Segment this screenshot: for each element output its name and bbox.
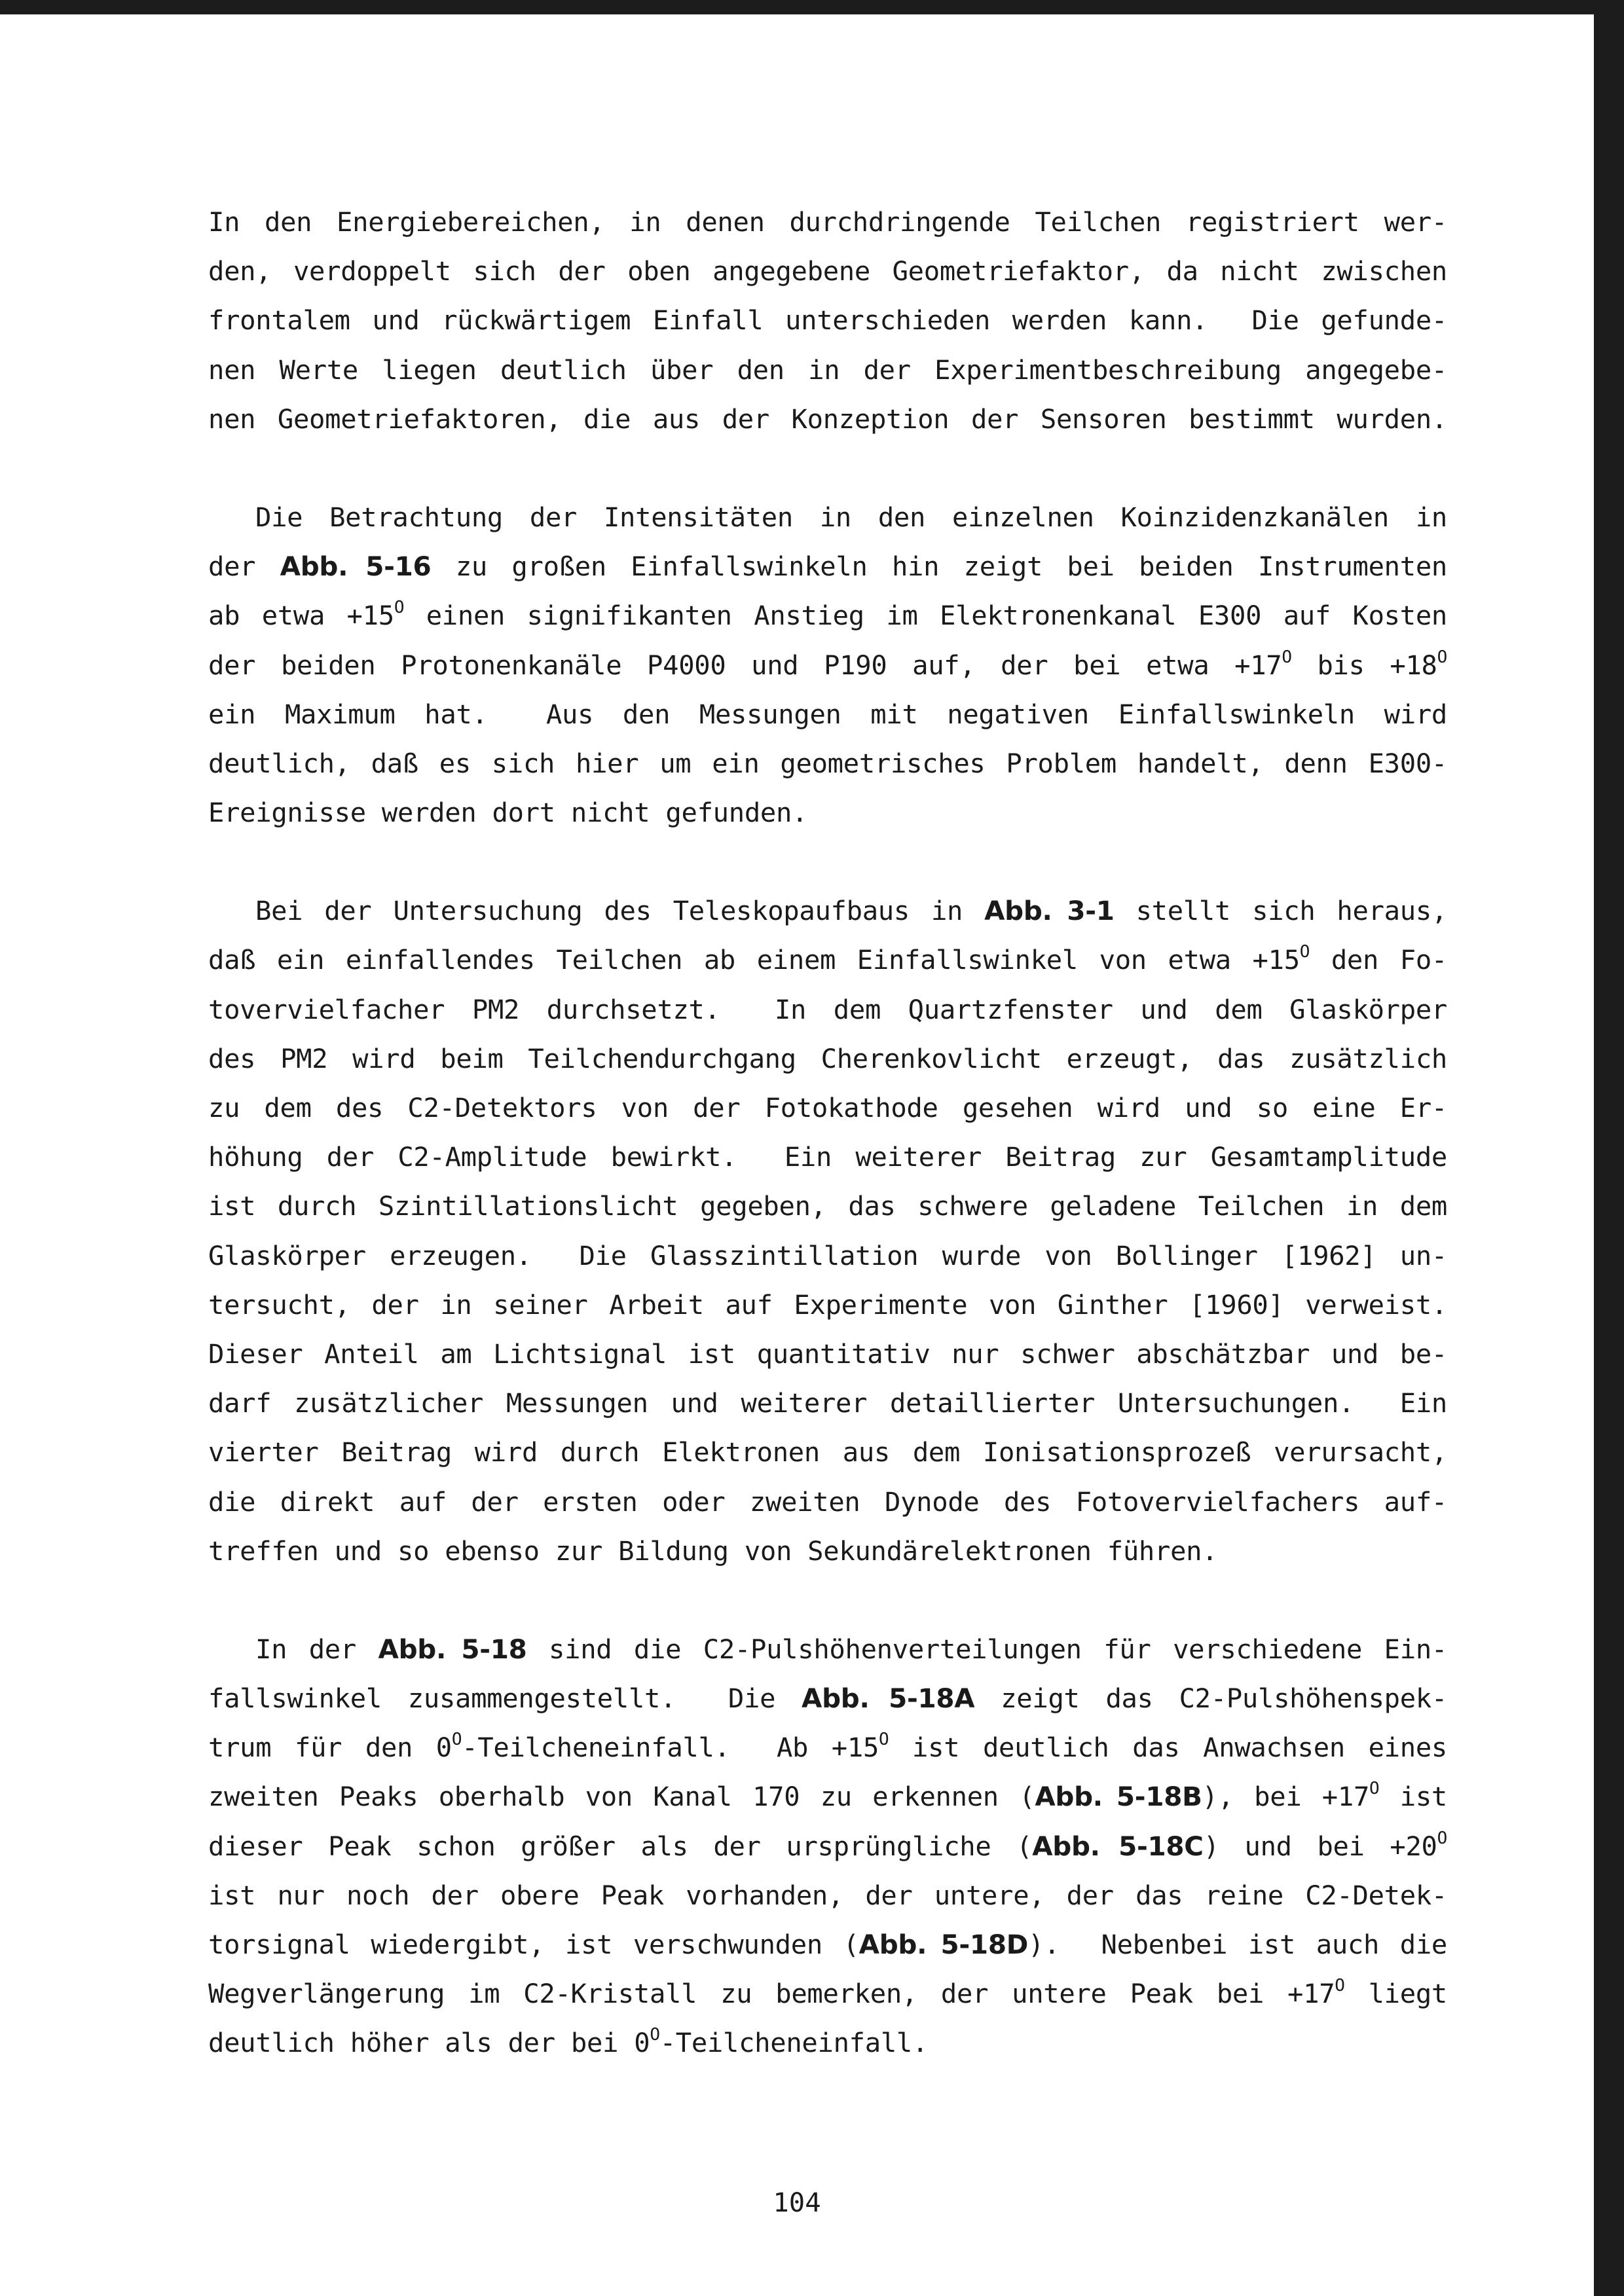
text-line: deutlich höher als der bei $0^O$-Teilcheneinfall. (208, 2025, 929, 2059)
text-line: tersucht, der in seiner Arbeit auf Experimente von Ginther [1960] verweist. (208, 1288, 1447, 1321)
paragraph-telescope-setup (208, 886, 1447, 1576)
text-line: Ereignisse werden dort nicht gefunden. (208, 797, 808, 829)
text-line: ist durch Szintillationslicht gegeben, das schwere geladene Teilchen in dem (208, 1190, 1447, 1222)
text-line: der beiden Protonenkanäle P4000 und P190 auf, der bei etwa $+17^O$ bis $+18^O$ (208, 647, 1448, 681)
text-line: die direkt auf der ersten oder zweiten Dynode des Fotovervielfachers auf- (208, 1485, 1447, 1518)
figure-reference: Abb. 3-1 (984, 895, 1115, 927)
degree-superscript: O (1299, 942, 1310, 962)
text-line: frontalem und rückwärtigem Einfall unterschieden werden kann. Die gefunde- (208, 304, 1447, 337)
degree-superscript: O (1335, 1976, 1345, 1996)
text-line: ein Maximum hat. Aus den Messungen mit negativen Einfallswinkeln wird (208, 698, 1447, 730)
text-line: Glaskörper erzeugen. Die Glasszintillation wurde von Bollinger [1962] un- (208, 1239, 1447, 1271)
text-line: daß ein einfallendes Teilchen ab einem Einfallswinkel von etwa $+15^O$ den Fo- (208, 942, 1447, 976)
document-page (0, 14, 1594, 2296)
paragraph-coincidence-channels (208, 493, 1447, 837)
text-line: Bei der Untersuchung des Teleskopaufbaus in Abb. 3-1 stellt sich heraus, (255, 895, 1447, 927)
text-line: ab etwa $+15^O$ einen signifikanten Anstieg im Elektronenkanal E300 auf Kosten (208, 598, 1447, 632)
text-line: des PM2 wird beim Teilchendurchgang Cherenkovlicht erzeugt, das zusätzlich (208, 1042, 1447, 1074)
degree-superscript: O (451, 1730, 462, 1750)
text-line: trum für den $0^O$-Teilcheneinfall. $Ab +15^O$ ist deutlich das Anwachsen eines (208, 1730, 1448, 1764)
text-body (208, 198, 1447, 2117)
text-line: deutlich, daß es sich hier um ein geometrisches Problem handelt, denn E300- (208, 747, 1447, 779)
degree-superscript: O (879, 1730, 889, 1750)
text-line: treffen und so ebenso zur Bildung von Sekundärelektronen führen. (208, 1535, 1218, 1567)
figure-reference: Abb. 5-18D (858, 1929, 1029, 1960)
scan-border-top (0, 0, 1624, 14)
text-line: höhung der C2-Amplitude bewirkt. Ein weiterer Beitrag zur Gesamtamplitude (208, 1141, 1447, 1173)
degree-superscript: O (394, 598, 405, 618)
text-line: torsignal wiedergibt, ist verschwunden (Abb. 5-18D). Nebenbei ist auch die (208, 1929, 1447, 1960)
figure-reference: Abb. 5-18A (802, 1683, 975, 1715)
text-line: darf zusätzlicher Messungen und weiterer detaillierter Untersuchungen. Ein (208, 1387, 1447, 1419)
text-line: fallswinkel zusammengestellt. Die Abb. 5-18A zeigt das C2-Pulshöhenspek- (208, 1683, 1447, 1715)
text-line: den, verdoppelt sich der oben angegebene Geometriefaktor, da nicht zwischen (208, 255, 1447, 287)
text-line: nen Werte liegen deutlich über den in der Experimentbeschreibung angegebe- (208, 354, 1447, 386)
degree-superscript: O (1437, 647, 1448, 667)
text-line: zweiten Peaks oberhalb von Kanal 170 zu erkennen (Abb. 5-18B), bei $+17^O$ ist (208, 1779, 1447, 1813)
degree-superscript: O (650, 2025, 660, 2045)
figure-reference: Abb. 5-16 (280, 551, 432, 583)
text-line: tovervielfacher PM2 durchsetzt. In dem Quartzfenster und dem Glaskörper (208, 993, 1447, 1025)
text-line: Wegverlängerung im C2-Kristall zu bemerken, der untere Peak bei $+17^O$ liegt (208, 1976, 1447, 2010)
page-number: 104 (773, 2187, 821, 2218)
paragraph-pulse-height (208, 1625, 1447, 2068)
figure-reference: Abb. 5-18 (378, 1633, 527, 1665)
text-line: dieser Peak schon größer als der ursprüngliche (Abb. 5-18C) und bei $+20^O$ (208, 1828, 1447, 1862)
text-line: In der Abb. 5-18 sind die C2-Pulshöhenverteilungen für verschiedene Ein- (255, 1633, 1447, 1665)
text-line: Die Betrachtung der Intensitäten in den einzelnen Koinzidenzkanälen in (255, 501, 1447, 533)
figure-reference: Abb. 5-18B (1035, 1781, 1202, 1813)
paragraph-geometry-factor (208, 198, 1447, 444)
text-line: vierter Beitrag wird durch Elektronen aus dem Ionisationsprozeß verursacht, (208, 1436, 1447, 1468)
text-line: der Abb. 5-16 zu großen Einfallswinkeln hin zeigt bei beiden Instrumenten (208, 551, 1447, 583)
degree-superscript: O (1282, 647, 1292, 667)
text-line: Dieser Anteil am Lichtsignal ist quantitativ nur schwer abschätzbar und be- (208, 1338, 1447, 1370)
degree-superscript: O (1369, 1779, 1380, 1799)
text-line: ist nur noch der obere Peak vorhanden, der untere, der das reine C2-Detek- (208, 1879, 1447, 1911)
text-line: nen Geometriefaktoren, die aus der Konzeption der Sensoren bestimmt wurden. (208, 403, 1447, 435)
text-line: zu dem des C2-Detektors von der Fotokathode gesehen wird und so eine Er- (208, 1092, 1447, 1123)
text-line: In den Energiebereichen, in denen durchdringende Teilchen registriert wer- (208, 206, 1447, 238)
degree-superscript: O (1437, 1828, 1447, 1848)
scan-border-right (1594, 0, 1624, 2296)
figure-reference: Abb. 5-18C (1032, 1830, 1204, 1862)
